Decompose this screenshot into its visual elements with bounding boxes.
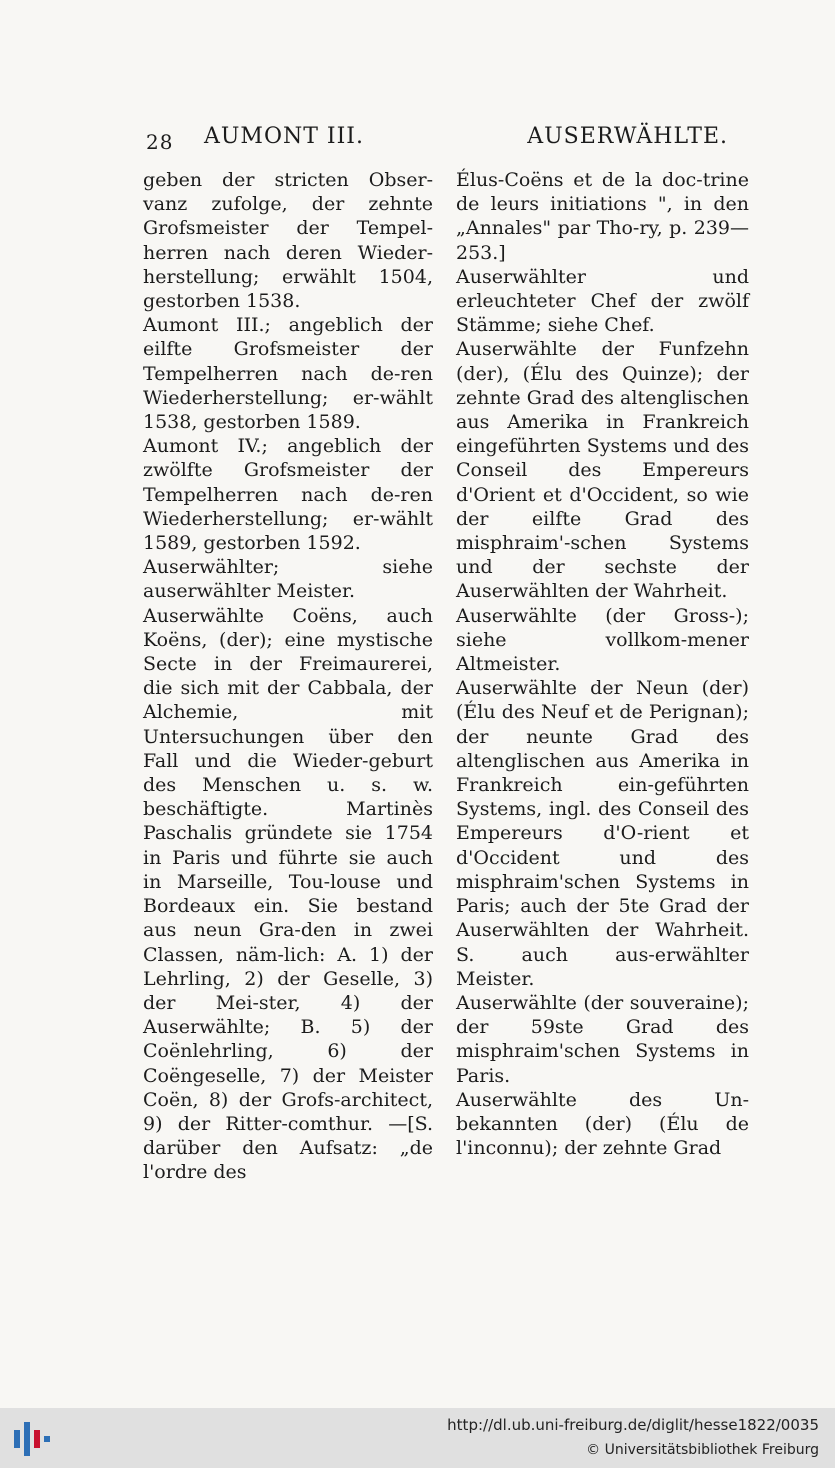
entry-paragraph: geben der stricten Obser-vanz zufolge, der zehnte Grofsmeister der Tempel-herren nach deren Wieder-herstellung; erwählt 1504, gestorben 1538. bbox=[143, 169, 433, 313]
page-header bbox=[138, 122, 728, 156]
entry-aumont-iv: Aumont IV.; angeblich der zwölfte Grofsmeister der Tempelherren nach de-ren Wiederherstellung; er-wählt 1589, gestorben 1592. bbox=[143, 435, 433, 555]
running-title-left: AUMONT III. bbox=[204, 124, 364, 149]
entry-auserwaehlte-coens: Auserwählte Coëns, auch Koëns, (der); eine mystische Secte in der Freimaurerei, die sich mit der Cabbala, der Alchemie, mit Untersuchungen über den Fall und die Wieder-geburt des Menschen u. s. w. beschäftigte. Martinès Paschalis gründete sie 1754 in Paris und führte sie auch in Marseille, Tou-louse und Bordeaux ein. Sie bestand aus neun Gra-den in zwei Classen, näm-lich: A. 1) der Lehrling, 2) der Geselle, 3) der Mei-ster, 4) der Auserwählte; B. 5) der Coënlehrling, 6) der Coëngeselle, 7) der Meister Coën, 8) der Grofs-architect, 9) der Ritter-comthur. —[S. darüber den Aufsatz: „de l'ordre des bbox=[143, 604, 433, 1184]
left-column bbox=[143, 168, 433, 1185]
library-logo-icon bbox=[8, 1420, 56, 1458]
page-number: 28 bbox=[146, 130, 174, 154]
entry-continuation: Élus-Coëns et de la doc-trine de leurs initiations ", in den „Annales" par Tho-ry, p. 239—253.] bbox=[456, 169, 749, 264]
entry-auserwaehlter: Auserwählter; siehe auserwählter Meister. bbox=[143, 556, 433, 603]
entry-auserwaehlte-souveraine: Auserwählte (der souveraine); der 59ste Grad des misphraim'schen Systems in Paris. bbox=[456, 991, 749, 1087]
running-title-right: AUSERWÄHLTE. bbox=[527, 124, 728, 149]
viewer-footer bbox=[0, 1408, 835, 1468]
entry-auserwaehlter-chef: Auserwählter und erleuchteter Chef der zwölf Stämme; siehe Chef. bbox=[456, 265, 749, 337]
entry-aumont-iii: Aumont III.; angeblich der eilfte Grofsmeister der Tempelherren nach de-ren Wiederherstellung; er-wählt 1538, gestorben 1589. bbox=[143, 314, 433, 434]
entry-auserwaehlte-funfzehn: Auserwählte der Funfzehn (der), (Élu des Quinze); der zehnte Grad des altenglischen aus Amerika in Frankreich eingeführten Systems und des Conseil des Empereurs d'Orient et d'Occident, so wie der eilfte Grad des misphraim'-schen Systems und der sechste der Auserwählten der Wahrheit. bbox=[456, 338, 749, 603]
entry-auserwaehlte-gross: Auserwählte (der Gross-); siehe vollkom-mener Altmeister. bbox=[456, 604, 749, 676]
entry-auserwaehlte-neun: Auserwählte der Neun (der) (Élu des Neuf et de Perignan); der neunte Grad des altenglischen aus Amerika in Frankreich ein-geführten Systems, ingl. des Conseil des Empereurs d'O-rient et d'Occident und des misphraim'schen Systems in Paris; auch der 5te Grad der Auserwählten der Wahrheit. S. auch aus-erwählter Meister. bbox=[456, 677, 749, 990]
entry-auserwaehlte-unbekannten: Auserwählte des Un-bekannten (der) (Élu de l'inconnu); der zehnte Grad bbox=[456, 1088, 749, 1160]
copyright-text: © Universitätsbibliothek Freiburg bbox=[586, 1442, 819, 1458]
right-column bbox=[456, 168, 749, 1160]
permalink-link[interactable]: http://dl.ub.uni-freiburg.de/diglit/hesse1822/0035 bbox=[447, 1416, 819, 1434]
